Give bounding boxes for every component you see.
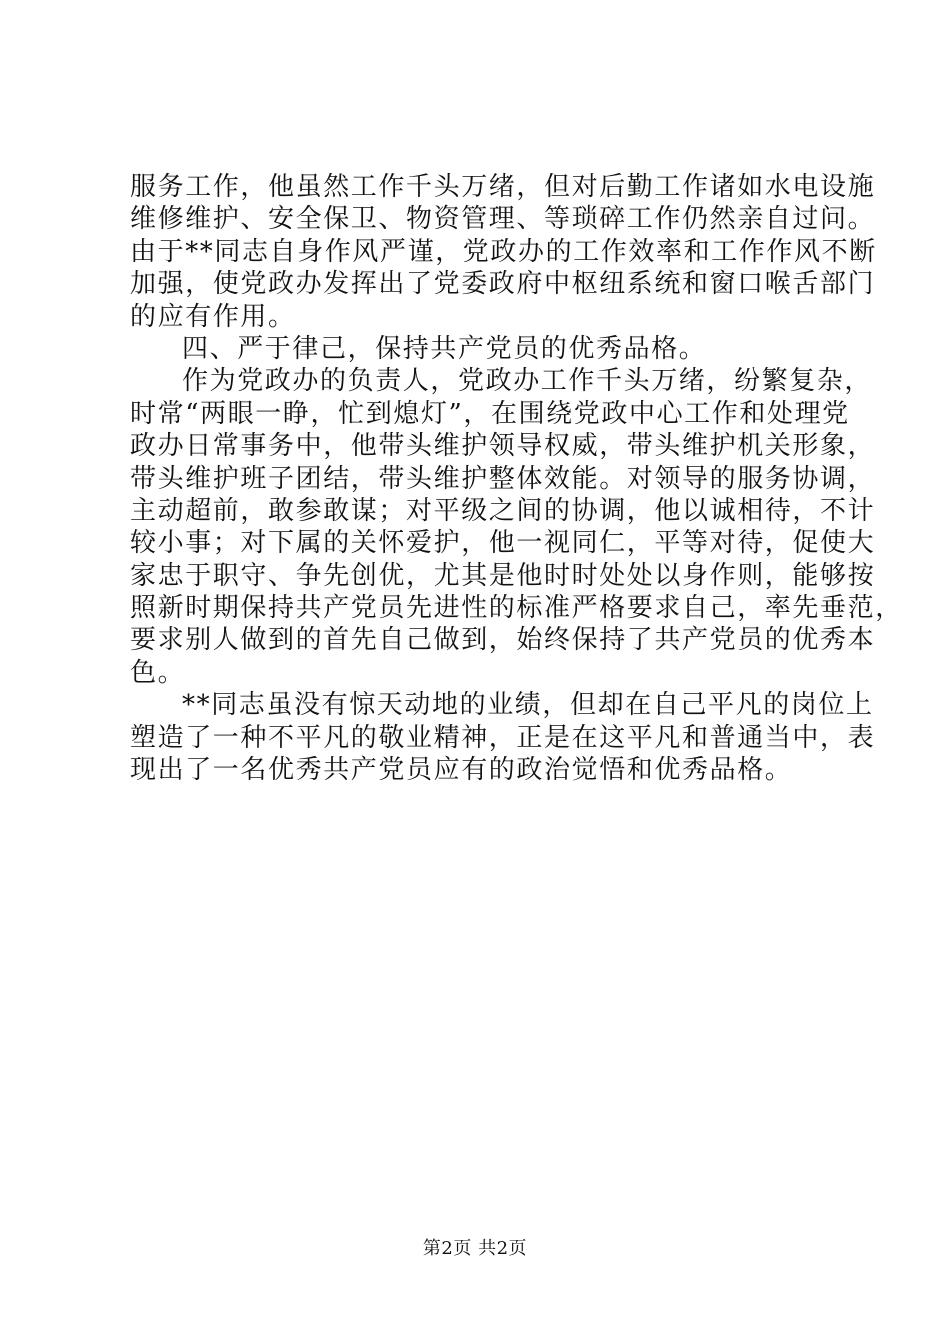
text-line: 服务工作，他虽然工作千头万绪，但对后勤工作诸如水电设施 [130, 172, 876, 202]
body-text [130, 171, 903, 786]
text-line: 加强，使党政办发挥出了党委政府中枢纽系统和窗口喉舌部门 [130, 269, 876, 300]
text-line: 照新时期保持共产党员先进性的标准严格要求自己，率先垂范， [130, 593, 903, 624]
text-line: 的应有作用。 [130, 301, 296, 332]
page-footer: 第2页 共2页 [422, 1238, 528, 1259]
text-line: 带头维护班子团结，带头维护整体效能。对领导的服务协调， [130, 463, 876, 494]
text-line: 主动超前，敢参敢谋；对平级之间的协调，他以诚相待，不计 [130, 495, 876, 526]
section-heading: 四、严于律己，保持共产党员的优秀品格。 [182, 333, 707, 364]
text-line: 作为党政办的负责人，党政办工作千头万绪，纷繁复杂， [182, 366, 873, 397]
text-line: 家忠于职守、争先创优，尤其是他时时处处以身作则，能够按 [130, 560, 876, 591]
text-line: 维修维护、安全保卫、物资管理、等琐碎工作仍然亲自过问。 [130, 204, 876, 235]
text-line: 较小事；对下属的关怀爱护，他一视同仁，平等对待，促使大 [130, 528, 876, 559]
text-line: 政办日常事务中，他带头维护领导权威，带头维护机关形象， [130, 431, 876, 462]
text-line: 塑造了一种不平凡的敬业精神，正是在这平凡和普通当中，表 [130, 722, 876, 753]
text-line: 现出了一名优秀共产党员应有的政治觉悟和优秀品格。 [130, 755, 793, 786]
text-line: **同志虽没有惊天动地的业绩，但却在自己平凡的岗位上 [182, 690, 874, 721]
text-line: 要求别人做到的首先自己做到，始终保持了共产党员的优秀本 [130, 625, 876, 656]
text-line: 色。 [130, 657, 186, 688]
text-line: 时常“两眼一睁，忙到熄灯”，在围绕党政中心工作和处理党 [130, 398, 850, 429]
text-line: 由于**同志自身作风严谨，党政办的工作效率和工作作风不断 [130, 236, 877, 267]
